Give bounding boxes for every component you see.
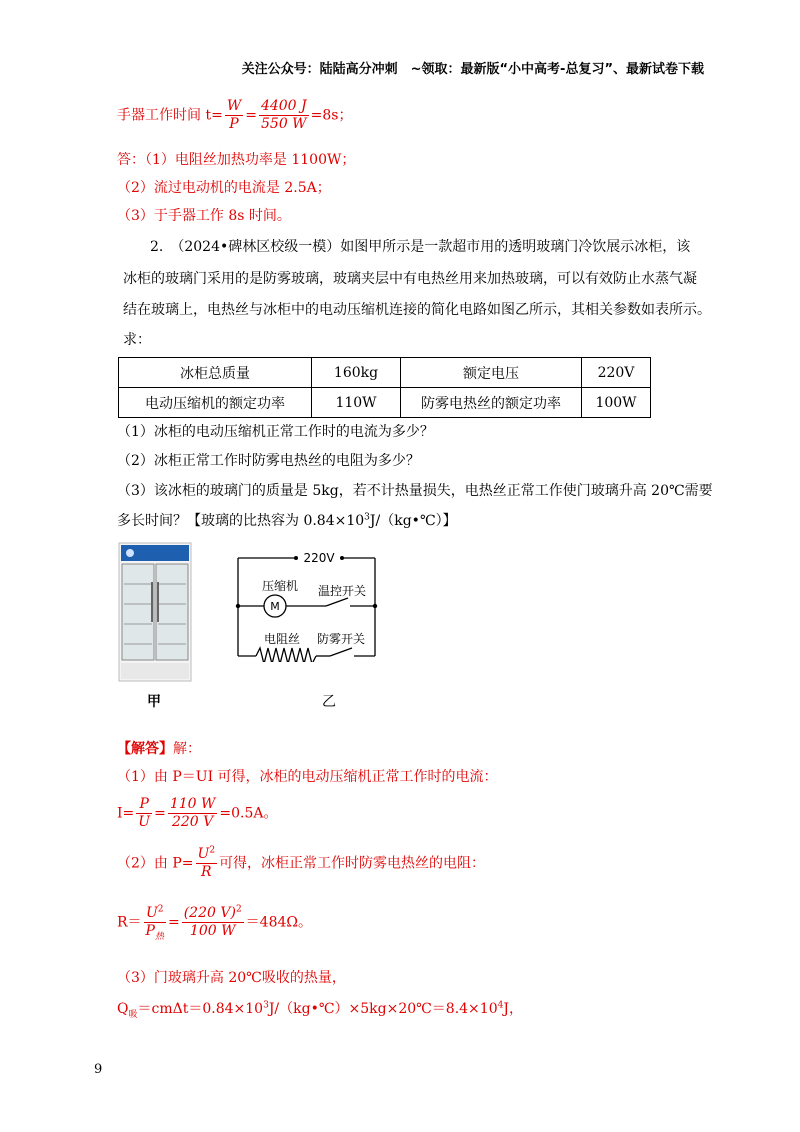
answer-text: （1）电阻丝加热功率是 1100W； bbox=[145, 152, 356, 168]
q3-text: 多长时间？【玻璃的比热容为 0.84×10 bbox=[117, 513, 365, 529]
q-prefix: Q bbox=[117, 1001, 129, 1017]
junction-left bbox=[236, 604, 240, 608]
fridge-logo-icon bbox=[126, 549, 134, 557]
frac-den: U bbox=[138, 814, 151, 830]
page-header: 关注公众号：陆陆高分冲刺 ~领取：最新版“小中高考-总复习”、最新试卷下载 bbox=[241, 62, 704, 77]
fraction-p-over-u bbox=[136, 796, 152, 831]
fig-b-caption: 乙 bbox=[322, 694, 336, 710]
figure-circuit bbox=[230, 546, 380, 662]
solution-label bbox=[117, 740, 201, 758]
i-result: =0.5A。 bbox=[219, 805, 278, 822]
time-formula: 手器工作时间 t= $\frac{W}{P}$ = $\frac{4400 J}{550 W}$ =8s； bbox=[117, 98, 353, 132]
problem-line-4: 求： bbox=[123, 332, 151, 348]
fraction-110-over-220 bbox=[168, 796, 218, 831]
question-2: （2）冰柜正常工作时防雾电热丝的电阻为多少？ bbox=[117, 453, 420, 469]
answer-label: 答： bbox=[117, 152, 145, 168]
frac-den: 550 W bbox=[261, 116, 307, 132]
frac-num: W bbox=[226, 98, 242, 114]
fraction-u2-over-r bbox=[196, 846, 218, 881]
q-exp1: 3 bbox=[263, 1000, 269, 1011]
s2-prefix: （2）由 P= bbox=[117, 855, 194, 872]
q3-exp: 3 bbox=[364, 512, 370, 523]
q-tail: J， bbox=[503, 1001, 523, 1017]
problem-line-1: 2. （2024•碑林区校级一模）如图甲所示是一款超市用的透明玻璃门冷饮展示冰柜，该 bbox=[150, 239, 691, 255]
frac-den: P bbox=[229, 116, 239, 132]
table-cell: 110W bbox=[312, 388, 401, 418]
i-prefix: I= bbox=[117, 805, 135, 822]
table-row bbox=[119, 388, 651, 418]
fig-a-caption: 甲 bbox=[147, 694, 161, 710]
page-number: 9 bbox=[94, 1062, 103, 1077]
answer-3: （3）于手器工作 8s 时间。 bbox=[117, 208, 291, 224]
solution-label-text: 【解答】 bbox=[117, 741, 173, 757]
solution-step-2 bbox=[117, 846, 485, 881]
figure-fridge bbox=[118, 542, 192, 682]
thermostat-switch-label: 温控开关 bbox=[318, 584, 367, 598]
frac-den: 220 V bbox=[171, 814, 214, 830]
solution-step-3: （3）门玻璃升高 20℃吸收的热量， bbox=[117, 970, 346, 986]
problem-line-3: 结在玻璃上，电热丝与冰柜中的电动压缩机连接的简化电路如图乙所示，其相关参数如表所示。 bbox=[123, 302, 711, 318]
table-cell: 防雾电热丝的额定功率 bbox=[401, 388, 582, 418]
terminal-right bbox=[340, 556, 344, 560]
fraction-u2-over-pheat bbox=[144, 905, 166, 940]
frac-num-text: U bbox=[145, 905, 158, 921]
time-prefix: 手器工作时间 t= bbox=[117, 107, 223, 124]
antifog-switch-label: 防雾开关 bbox=[317, 632, 366, 646]
r-prefix: R＝ bbox=[117, 914, 142, 931]
frac-num-text: (220 V) bbox=[183, 905, 236, 921]
frac-num bbox=[196, 846, 218, 864]
question-1: （1）冰柜的电动压缩机正常工作时的电流为多少？ bbox=[117, 424, 434, 440]
frac-den: 100 W bbox=[189, 923, 236, 939]
frac-den bbox=[144, 923, 166, 940]
q-sub: 吸 bbox=[128, 1009, 138, 1020]
fridge-left-handle bbox=[151, 582, 153, 622]
q-exp2: 4 bbox=[497, 1000, 504, 1011]
table-cell: 额定电压 bbox=[401, 358, 582, 388]
fraction-220sq-over-100 bbox=[182, 905, 244, 940]
fridge-right-handle bbox=[157, 582, 159, 622]
table-cell: 冰柜总质量 bbox=[119, 358, 312, 388]
question-3: （3）该冰柜的玻璃门的质量是 5kg，若不计热量损失，电热丝正常工作使门玻璃升高 20℃需要 bbox=[117, 483, 713, 499]
answer-1 bbox=[117, 151, 355, 169]
frac-num: P bbox=[136, 796, 152, 814]
table-cell: 220V bbox=[582, 358, 651, 388]
frac-num bbox=[144, 905, 166, 923]
resistor-label: 电阻丝 bbox=[264, 632, 301, 646]
solution-step-1: （1）由 P＝UI 可得，冰柜的电动压缩机正常工作时的电流： bbox=[117, 769, 498, 785]
fridge-right-door bbox=[156, 564, 188, 660]
q-mid2: J/（kg•℃）×5kg×20℃＝8.4×10 bbox=[268, 1001, 498, 1017]
fraction-4400-over-550 bbox=[259, 98, 309, 133]
fridge-left-door bbox=[122, 564, 154, 660]
question-3-cont bbox=[117, 512, 457, 530]
frac-num-text: U bbox=[197, 846, 210, 862]
exp-2: 2 bbox=[157, 904, 164, 915]
table-cell: 160kg bbox=[312, 358, 401, 388]
table-cell: 电动压缩机的额定功率 bbox=[119, 388, 312, 418]
fridge-base bbox=[121, 663, 189, 679]
motor-symbol: M bbox=[270, 600, 280, 613]
heat-formula bbox=[117, 1000, 523, 1018]
solution-label-tail: 解： bbox=[173, 741, 201, 757]
time-result: =8s； bbox=[310, 107, 353, 124]
exp-2: 2 bbox=[209, 845, 216, 856]
table-row bbox=[119, 358, 651, 388]
current-formula: I= $\frac{P}{U}$ = $\frac{110 W}{220 V}$ =0.5A。 bbox=[117, 796, 278, 830]
exp-2: 2 bbox=[235, 904, 242, 915]
sub-heat: 热 bbox=[154, 931, 164, 942]
frac-num: 110 W bbox=[169, 796, 216, 812]
q3-tail: J/（kg•℃）】 bbox=[369, 513, 457, 529]
resistance-formula: R＝ $\frac{U^2}{P_热}$ = $\frac{(220 V)^2}{100 W}$ ＝484Ω。 bbox=[117, 904, 313, 942]
problem-line-2: 冰柜的玻璃门采用的是防雾玻璃，玻璃夹层中有电热丝用来加热玻璃，可以有效防止水蒸气凝 bbox=[123, 271, 697, 287]
terminal-left bbox=[294, 556, 298, 560]
frac-num bbox=[182, 905, 244, 923]
parameter-table bbox=[118, 357, 651, 418]
junction-right bbox=[373, 604, 377, 608]
frac-den-text: P bbox=[145, 923, 155, 939]
s2-tail: 可得，冰柜正常工作时防雾电热丝的电阻： bbox=[219, 855, 486, 872]
q-mid: ＝cmΔt＝0.84×10 bbox=[137, 1001, 264, 1017]
fraction-w-over-p bbox=[225, 98, 243, 133]
table-cell: 100W bbox=[582, 388, 651, 418]
compressor-label: 压缩机 bbox=[262, 579, 299, 593]
voltage-label: 220V bbox=[303, 551, 335, 565]
answer-2: （2）流过电动机的电流是 2.5A； bbox=[117, 180, 331, 196]
r-result: ＝484Ω。 bbox=[245, 914, 313, 931]
frac-den: R bbox=[201, 864, 212, 880]
frac-num: 4400 J bbox=[260, 98, 307, 114]
